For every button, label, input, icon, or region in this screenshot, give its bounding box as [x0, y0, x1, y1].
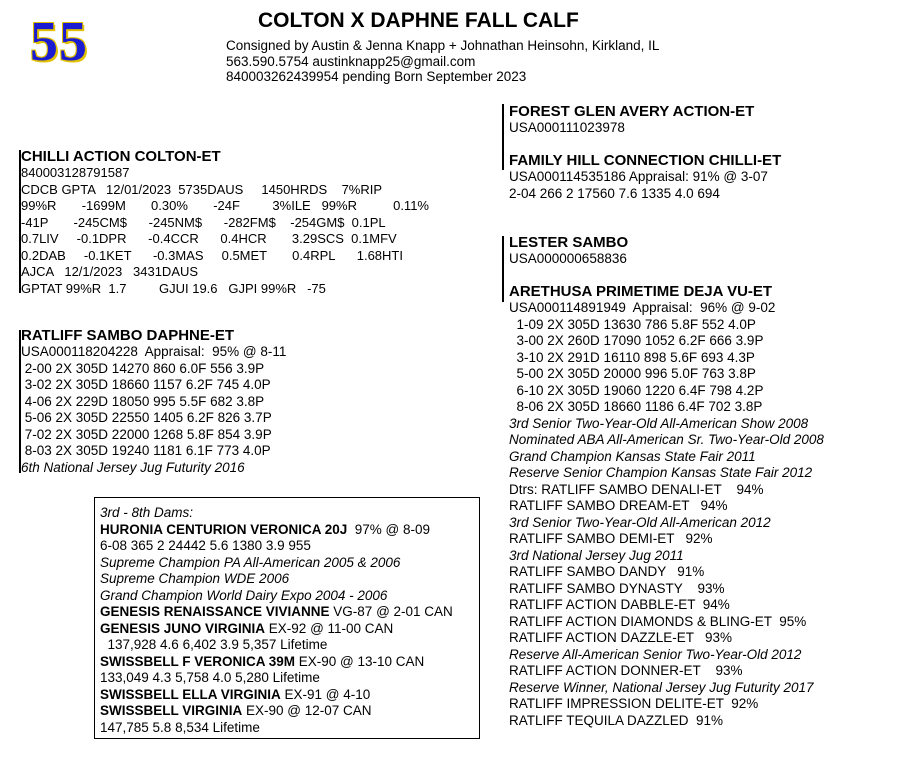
dam-lines — [21, 344, 286, 460]
header-info — [226, 38, 659, 85]
sire-dam-block — [509, 152, 781, 202]
contact-line: 563.590.5754 austinknapp25@gmail.com — [226, 53, 476, 69]
extended-dam-line — [100, 621, 453, 638]
lot-number: 55 — [30, 11, 88, 73]
dam-dam-lines — [509, 300, 824, 729]
sire-data-line: 0.7LIV -0.1DPR -0.4CCR 0.4HCR 3.29SCS 0.1MFV — [21, 231, 397, 246]
extended-dam-line — [100, 571, 453, 588]
extended-dams-lines — [100, 505, 453, 736]
extended-dam-detail: Supreme Champion WDE 2006 — [100, 571, 290, 586]
sire-data-line: 99%R -1699M 0.30% -24F 3%ILE 99%R 0.11% — [21, 198, 429, 213]
dam-record-line: 2-00 2X 305D 14270 860 6.0F 556 3.9P — [21, 360, 265, 376]
sire-dam-lines — [509, 169, 781, 202]
extended-dam-line — [100, 555, 453, 572]
dam-dam-line: Dtrs: RATLIFF SAMBO DENALI-ET 94% — [509, 481, 764, 497]
extended-dam-detail: 147,785 5.8 8,534 Lifetime — [100, 719, 260, 735]
dam-dam-line: RATLIFF TEQUILA DAZZLED 91% — [509, 712, 724, 728]
extended-dam-detail: 133,049 4.3 5,758 4.0 5,280 Lifetime — [100, 670, 320, 685]
dam-dam-name: ARETHUSA PRIMETIME DEJA VU-ET — [509, 283, 773, 300]
sire-name: CHILLI ACTION COLTON-ET — [21, 148, 221, 165]
dam-dam-line: RATLIFF SAMBO DREAM-ET 94% — [509, 498, 728, 513]
extended-dam-detail: 3rd - 8th Dams: — [100, 505, 194, 520]
extended-dam-line — [100, 522, 453, 539]
dam-record-line: 3-02 2X 305D 18660 1157 6.2F 745 4.0P — [21, 377, 271, 392]
dam-dam-line: Reserve All-American Senior Two-Year-Old 2012 — [509, 646, 802, 662]
dam-sire-reg: USA000000658836 — [509, 251, 627, 266]
sire-sire-reg: USA000111023978 — [509, 120, 625, 135]
sire-data-line: 0.2DAB -0.1KET -0.3MAS 0.5MET 0.4RPL 1.68HTI — [21, 247, 403, 263]
extended-dam-detail: EX-90 @ 13-10 CAN — [295, 653, 425, 669]
registration-line: 840003262439954 pending Born September 2023 — [226, 69, 527, 84]
sire-sire-block — [509, 103, 754, 137]
extended-dam-line — [100, 654, 453, 671]
dam-dam-line: RATLIFF SAMBO DANDY 91% — [509, 564, 705, 579]
dam-dam-line: 3rd Senior Two-Year-Old All-American 2012 — [509, 514, 771, 530]
dam-dam-line: RATLIFF ACTION DABBLE-ET 94% — [509, 597, 730, 612]
sire-dam-line: 2-04 266 2 17560 7.6 1335 4.0 694 — [509, 185, 720, 201]
dam-dam-block — [509, 283, 824, 729]
dam-dam-line: 3rd Senior Two-Year-Old All-American Show 2008 — [509, 415, 809, 431]
extended-dams-box — [94, 497, 480, 739]
extended-dam-line — [100, 505, 453, 522]
dam-note: 6th National Jersey Jug Futurity 2016 — [21, 459, 245, 475]
dam-record-line: 7-02 2X 305D 22000 1268 5.8F 854 3.9P — [21, 426, 272, 442]
extended-dam-name: SWISSBELL ELLA VIRGINIA — [100, 686, 281, 702]
extended-dam-line — [100, 588, 453, 605]
sire-dam-name: FAMILY HILL CONNECTION CHILLI-ET — [509, 152, 782, 169]
dam-record-line: 5-06 2X 305D 22550 1405 6.2F 826 3.7P — [21, 410, 272, 425]
dam-block — [21, 327, 286, 476]
extended-dam-detail: Supreme Champion PA All-American 2005 & 2006 — [100, 554, 401, 570]
dam-sire-name: LESTER SAMBO — [509, 234, 629, 251]
dam-dam-line: 3rd National Jersey Jug 2011 — [509, 547, 684, 563]
dam-dam-line: 1-09 2X 305D 13630 786 5.8F 552 4.0P — [509, 316, 756, 332]
dam-dam-line: 8-06 2X 305D 18660 1186 6.4F 702 3.8P — [509, 399, 763, 414]
extended-dam-line — [100, 670, 453, 687]
sire-lines — [21, 165, 429, 297]
dam-record-line: USA000118204228 Appraisal: 95% @ 8-11 — [21, 344, 287, 359]
dam-dam-line: RATLIFF SAMBO DYNASTY 93% — [509, 580, 725, 596]
extended-dam-detail: EX-91 @ 4-10 — [280, 686, 371, 702]
sire-side-bracket — [502, 104, 504, 170]
extended-dam-detail: 137,928 4.6 6,402 3.9 5,357 Lifetime — [100, 637, 328, 652]
dam-side-bracket — [502, 236, 504, 302]
dam-dam-line: Nominated ABA All-American Sr. Two-Year-Old 2008 — [509, 432, 824, 447]
page-title: COLTON X DAPHNE FALL CALF — [258, 9, 579, 32]
extended-dam-detail: 6-08 365 2 24442 5.6 1380 3.9 955 — [100, 538, 311, 553]
sire-data-line: GPTAT 99%R 1.7 GJUI 19.6 GJPI 99%R -75 — [21, 280, 326, 296]
extended-dam-name: SWISSBELL VIRGINIA — [100, 703, 243, 718]
sire-block — [21, 148, 429, 297]
sire-dam-line: USA000114535186 Appraisal: 91% @ 3-07 — [509, 169, 768, 184]
extended-dam-line — [100, 720, 453, 737]
extended-dam-detail: EX-90 @ 12-07 CAN — [242, 703, 372, 718]
dam-dam-line: RATLIFF ACTION DONNER-ET 93% — [509, 663, 743, 678]
dam-dam-line: 6-10 2X 305D 19060 1220 6.4F 798 4.2P — [509, 382, 764, 398]
dam-dam-line: 3-10 2X 291D 16110 898 5.6F 693 4.3P — [509, 349, 755, 365]
dam-dam-line: 5-00 2X 305D 20000 996 5.0F 763 3.8P — [509, 366, 756, 381]
extended-dam-line — [100, 687, 453, 704]
dam-name: RATLIFF SAMBO DAPHNE-ET — [21, 327, 235, 344]
dam-record-line: 4-06 2X 229D 18050 995 5.5F 682 3.8P — [21, 393, 265, 409]
extended-dam-name: HURONIA CENTURION VERONICA 20J — [100, 521, 348, 537]
sire-sire-name: FOREST GLEN AVERY ACTION-ET — [509, 103, 755, 120]
dam-dam-line: RATLIFF ACTION DIAMONDS & BLING-ET 95% — [509, 613, 807, 629]
extended-dam-detail: VG-87 @ 2-01 CAN — [329, 604, 453, 619]
sire-data-line: 840003128791587 — [21, 165, 130, 180]
extended-dam-detail: Grand Champion World Dairy Expo 2004 - 2006 — [100, 587, 388, 603]
extended-dam-line — [100, 703, 453, 720]
dam-dam-line: Reserve Winner, National Jersey Jug Futurity 2017 — [509, 679, 814, 695]
dam-dam-line: Reserve Senior Champion Kansas State Fair 2012 — [509, 465, 813, 480]
extended-dam-name: SWISSBELL F VERONICA 39M — [100, 653, 296, 669]
dam-dam-line: USA000114891949 Appraisal: 96% @ 9-02 — [509, 300, 776, 315]
extended-dam-detail: EX-92 @ 11-00 CAN — [265, 620, 394, 636]
extended-dam-name: GENESIS JUNO VIRGINIA — [100, 620, 266, 636]
extended-dam-line — [100, 604, 453, 621]
sire-data-line: AJCA 12/1/2023 3431DAUS — [21, 264, 199, 279]
dam-dam-line: 3-00 2X 260D 17090 1052 6.2F 666 3.9P — [509, 333, 764, 348]
dam-dam-line: RATLIFF SAMBO DEMI-ET 92% — [509, 531, 713, 546]
extended-dam-detail: 97% @ 8-09 — [347, 521, 431, 537]
dam-dam-line: RATLIFF ACTION DAZZLE-ET 93% — [509, 630, 733, 645]
sire-data-line: CDCB GPTA 12/01/2023 5735DAUS 1450HRDS 7%RIP — [21, 181, 383, 197]
dam-dam-line: RATLIFF IMPRESSION DELITE-ET 92% — [509, 696, 759, 711]
sire-data-line: -41P -245CM$ -245NM$ -282FM$ -254GM$ 0.1PL — [21, 214, 386, 230]
dam-dam-line: Grand Champion Kansas State Fair 2011 — [509, 448, 756, 464]
extended-dam-name: GENESIS RENAISSANCE VIVIANNE — [100, 604, 330, 619]
dam-record-line: 8-03 2X 305D 19240 1181 6.1F 773 4.0P — [21, 443, 271, 458]
dam-sire-block — [509, 234, 628, 268]
extended-dam-line — [100, 538, 453, 555]
consignor-line: Consigned by Austin & Jenna Knapp + Johnathan Heinsohn, Kirkland, IL — [226, 38, 660, 53]
extended-dam-line — [100, 637, 453, 654]
